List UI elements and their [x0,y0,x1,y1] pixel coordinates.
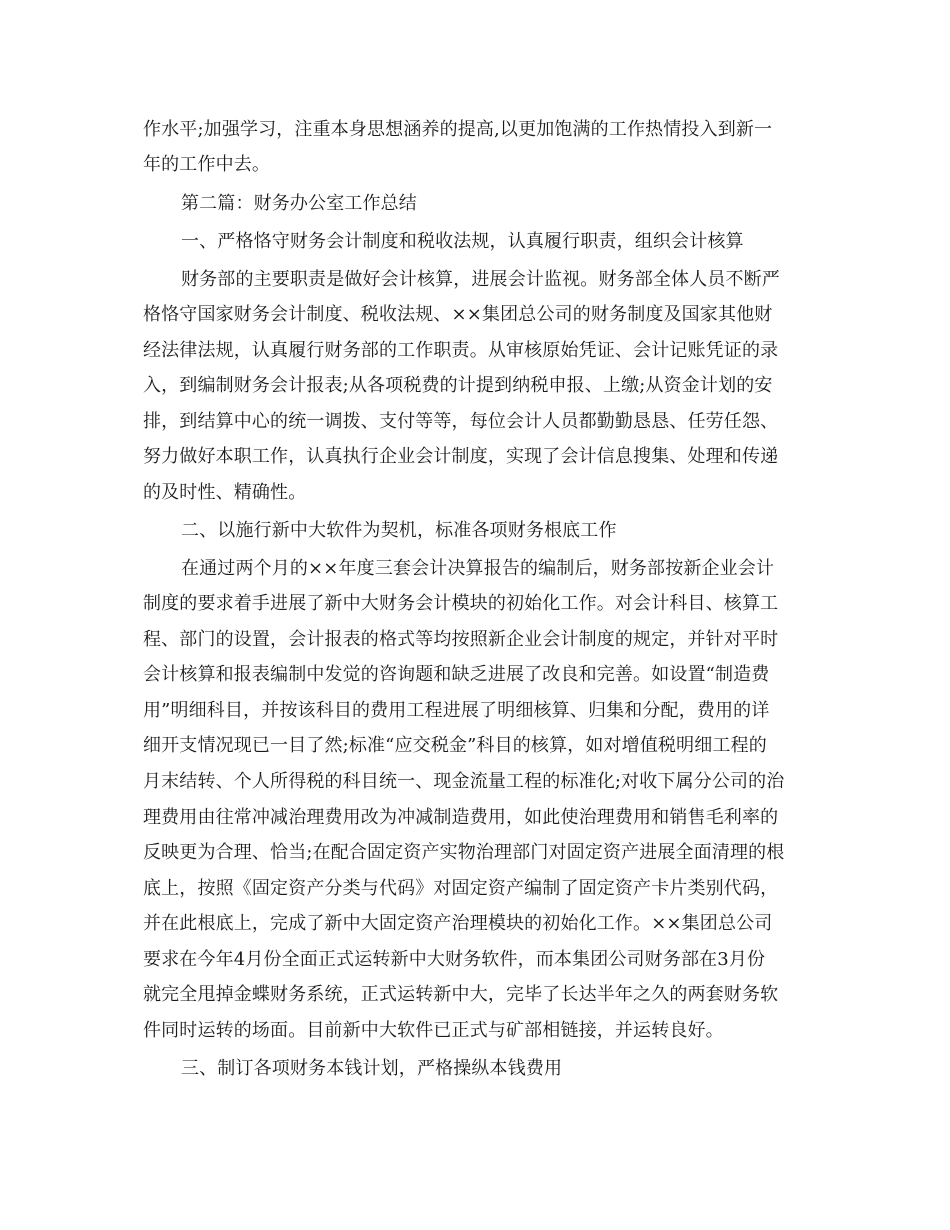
paragraph-line: 月末结转、个人所得税的科目统一、现金流量工程的标准化;对收下属分公司的治 [143,771,785,792]
section-heading: 三、制订各项财务本钱计划，严格操纵本钱费用 [181,1058,563,1079]
paragraph-line: 细开支情况现已一目了然;标准“应交税金”科目的核算，如对增值税明细工程的 [143,735,767,756]
section-heading: 二、以施行新中大软件为契机，标准各项财务根底工作 [181,520,617,541]
paragraph-line: 并在此根底上，完成了新中大固定资产治理模块的初始化工作。××集团总公司 [143,913,773,934]
section-title: 第二篇：财务办公室工作总结 [181,193,417,214]
paragraph-line: 用”明细科目，并按该科目的费用工程进展了明细核算、归集和分配，费用的详 [143,700,770,721]
paragraph-line: 排，到结算中心的统一调拨、支付等等，每位会计人员都勤勤恳恳、任劳任怨、 [143,411,779,432]
paragraph-line: 会计核算和报表编制中发觉的咨询题和缺乏进展了改良和完善。如设置“制造费 [143,664,770,685]
paragraph-line: 理费用由往常冲减治理费用改为冲减制造费用，如此使治理费用和销售毛利率的 [143,807,779,828]
paragraph-line: 经法律法规，认真履行财务部的工作职责。从审核原始凭证、会计记账凭证的录 [143,340,779,361]
paragraph-line: 件同时运转的场面。目前新中大软件已正式与矿部相链接，并运转良好。 [143,1020,724,1041]
paragraph-line: 就完全甩掉金蝶财务系统，正式运转新中大，完毕了长达半年之久的两套财务软 [143,984,779,1005]
paragraph-line: 作水平;加强学习，注重本身思想涵养的提高,以更加饱满的工作热情投入到新一 [143,119,773,140]
paragraph-line: 制度的要求着手进展了新中大财务会计模块的初始化工作。对会计科目、核算工 [143,593,779,614]
paragraph-line: 要求在今年4月份全面正式运转新中大财务软件，而本集团公司财务部在3月份 [143,949,766,970]
paragraph-line: 的及时性、精确性。 [143,482,307,503]
paragraph-line: 格恪守国家财务会计制度、税收法规、××集团总公司的财务制度及国家其他财 [143,304,773,325]
paragraph-line: 反映更为合理、恰当;在配合固定资产实物治理部门对固定资产进展全面清理的根 [143,842,785,863]
paragraph-line: 入，到编制财务会计报表;从各项税费的计提到纳税申报、上缴;从资金计划的安 [143,375,773,396]
paragraph-line: 努力做好本职工作，认真执行企业会计制度，实现了会计信息搜集、处理和传递 [143,446,779,467]
section-heading: 一、严格恪守财务会计制度和税收法规，认真履行职责，组织会计核算 [181,231,744,252]
paragraph-line: 在通过两个月的××年度三套会计决算报告的编制后，财务部按新企业会计 [181,558,775,579]
paragraph-line: 底上，按照《固定资产分类与代码》对固定资产编制了固定资产卡片类别代码， [143,878,779,899]
paragraph-line: 程、部门的设置，会计报表的格式等均按照新企业会计制度的规定，并针对平时 [143,629,779,650]
paragraph-line: 年的工作中去。 [143,154,271,175]
paragraph-line: 财务部的主要职责是做好会计核算，进展会计监视。财务部全体人员不断严 [181,269,780,290]
